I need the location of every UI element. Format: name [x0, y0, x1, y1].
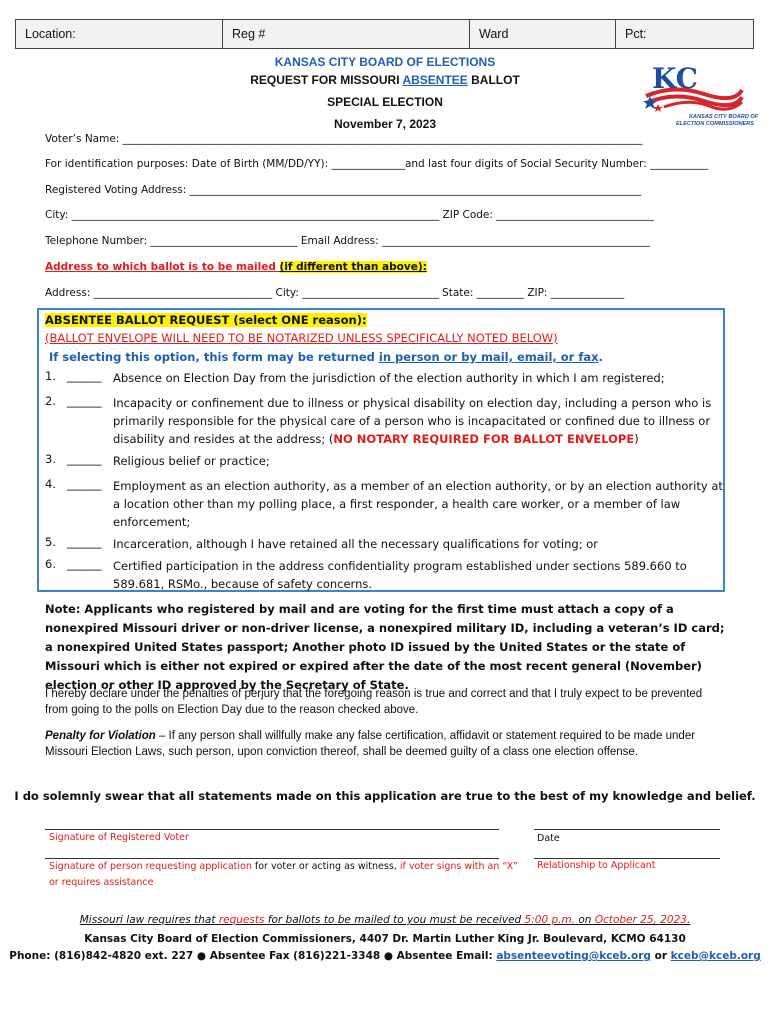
deadline-requests: requests [218, 914, 265, 926]
pct-cell: Pct: [625, 27, 647, 41]
mailing-address-field[interactable]: Address: __________________________________ City: __________________________ State: _________ ZIP: ______________ [45, 287, 625, 299]
oath-statement: I do solemnly swear that all statements made on this application are true to the best of my knowledge and belief. [14, 789, 756, 803]
logo-caption-2: ELECTION COMMISSIONERS [676, 121, 755, 127]
board-address: Kansas City Board of Election Commissioners, 4407 Dr. Martin Luther King Jr. Boulevard, KCMO 64130 [84, 933, 686, 945]
mail-heading-highlight: (if different than above): [279, 261, 427, 273]
form-title-absentee: ABSENTEE [402, 73, 468, 87]
reason-6-text: Certified participation in the address confidentiality program established under sections 589.660 to 589.681, RSMo., because of safety concerns. [113, 559, 687, 591]
return-methods: in person or by mail, email, or fax [378, 350, 599, 364]
phone-email-field[interactable]: Telephone Number: ____________________________ Email Address: ___________________________________________________ [45, 235, 650, 247]
id-note: Note: Applicants who registered by mail and are voting for the first time must attach a copy of a nonexpired Missouri driver or non-driver license, a nonexpired military ID, including a veteran’s ID card; a nonexpired United States passport; Another photo ID issued by the United States or the state of Missouri which is either not expired or expired after the date of the most recent general (November) election or other ID approved by the Secretary of State. [45, 602, 725, 692]
reason-4-checkbox[interactable]: ______ [67, 477, 102, 491]
reason-5-text: Incarceration, although I have retained all the necessary qualifications for voting; or [113, 537, 598, 551]
reason-3-number: 3. [45, 452, 56, 466]
reason-6-number: 6. [45, 557, 56, 571]
contact-line [0, 950, 770, 962]
relationship-line[interactable] [534, 858, 720, 859]
kc-logo-icon [644, 60, 759, 128]
city-zip-field[interactable]: City: ______________________________________________________________________ ZIP Code: ______________________________ [45, 209, 654, 221]
return-post: . [598, 350, 603, 364]
deadline-mid: for ballots to be mailed to you must be received [264, 914, 525, 926]
reason-2-text [113, 394, 723, 448]
reason-1-number: 1. [45, 369, 56, 383]
voter-name-field[interactable]: Voter’s Name: ___________________________________________________________________________________________________ [45, 133, 643, 145]
logo-caption-1: KANSAS CITY BOARD OF [689, 114, 759, 120]
penalty-text: – If any person shall willfully make any false certification, affidavit or statement required to be made under Missouri Election Laws, such person, upon conviction thereof, shall be deemed guilty of a class one election offense. [45, 730, 696, 758]
voter-signature-label: Signature of Registered Voter [49, 832, 189, 843]
contact-or: or [650, 950, 671, 962]
reason-5-number: 5. [45, 535, 56, 549]
election-date: November 7, 2023 [333, 117, 437, 131]
reason-2-number: 2. [45, 394, 56, 408]
date-line[interactable] [534, 829, 720, 830]
requester-signature-label [49, 861, 518, 872]
deadline-pre: Missouri law requires that [79, 914, 219, 926]
return-pre: If selecting this option, this form may be returned [49, 350, 379, 364]
form-title-pre: REQUEST FOR MISSOURI [250, 73, 403, 87]
form-title-post: BALLOT [467, 73, 520, 87]
contact-phone-fax: Phone: (816)842-4820 ext. 227 ● Absentee Fax (816)221-3348 ● Absentee Email: [9, 950, 497, 962]
logo-letters: KC [652, 62, 698, 95]
perjury-declaration: I hereby declare under the penalties of perjury that the foregoing reason is true and correct and that I truly expect to be prevented from going to the polls on Election Day due to the reason checked above. [45, 688, 703, 716]
deadline-on: on [575, 914, 595, 926]
penalty-label: Penalty for Violation [45, 730, 156, 742]
requester-label-red2: if voter signs with an “X” [399, 861, 518, 872]
relationship-label: Relationship to Applicant [537, 860, 656, 871]
registered-address-field[interactable]: Registered Voting Address: ______________________________________________________________________________________ [45, 184, 642, 196]
reason-6-checkbox[interactable]: ______ [67, 557, 102, 571]
reason-4-text: Employment as an election authority, as a member of an election authority, or by an election authority at a location other than my polling place, a first responder, a health care worker, or a member of law enforcement; [113, 479, 723, 529]
reason-2-body: Incapacity or confinement due to illness or physical disability on election day, including a person who is primarily responsible for the physical care of a person who is incapacitated or confined due to illness or disability and resides at the address; ( [113, 396, 712, 446]
deadline-time: 5:00 p.m. [524, 914, 576, 926]
requester-signature-label-2: or requires assistance [49, 877, 154, 888]
dob-ssn-field[interactable]: For identification purposes: Date of Birth (MM/DD/YY): ______________and last four digits of Social Security Number: ___________ [45, 158, 708, 170]
mail-address-heading [45, 261, 427, 273]
absentee-email-link[interactable]: absenteevoting@kceb.org [496, 950, 651, 962]
absentee-title-text: ABSENTEE BALLOT REQUEST (select ONE reason): [45, 313, 367, 327]
reason-1-text: Absence on Election Day from the jurisdiction of the election authority in which I am registered; [113, 371, 665, 385]
reg-cell: Reg # [223, 20, 470, 48]
deadline-date: October 25, 2023 [594, 914, 687, 926]
voter-signature-line[interactable] [45, 829, 499, 830]
reason-2-no-notary: NO NOTARY REQUIRED FOR BALLOT ENVELOPE [333, 432, 635, 446]
mail-heading-text: Address to which ballot is to be mailed [45, 261, 280, 273]
requester-label-red: Signature of person requesting application [49, 861, 252, 872]
deadline-notice [0, 914, 770, 926]
reason-4-number: 4. [45, 477, 56, 491]
location-cell: Location: [16, 20, 223, 48]
requester-label-mid: for voter or acting as witness, [251, 861, 400, 872]
date-label: Date [537, 833, 560, 844]
penalty-paragraph [45, 728, 725, 760]
notarize-notice: (BALLOT ENVELOPE WILL NEED TO BE NOTARIZED UNLESS SPECIFICALLY NOTED BELOW) [45, 331, 558, 345]
office-use-box [15, 19, 754, 49]
reason-3-text: Religious belief or practice; [113, 454, 270, 468]
election-type: SPECIAL ELECTION [327, 95, 443, 109]
reason-1-checkbox[interactable]: ______ [67, 369, 102, 383]
board-title: KANSAS CITY BOARD OF ELECTIONS [274, 55, 496, 69]
deadline-end: . [686, 914, 691, 926]
reason-2-tail: ) [634, 432, 639, 446]
reason-2-checkbox[interactable]: ______ [67, 394, 102, 408]
return-notice [49, 350, 603, 364]
reason-3-checkbox[interactable]: ______ [67, 452, 102, 466]
absentee-title [45, 313, 367, 327]
requester-signature-line[interactable] [45, 858, 499, 859]
general-email-link[interactable]: kceb@kceb.org [670, 950, 761, 962]
ward-cell: Ward [470, 20, 616, 48]
reason-5-checkbox[interactable]: ______ [67, 535, 102, 549]
kc-board-logo [644, 60, 759, 128]
